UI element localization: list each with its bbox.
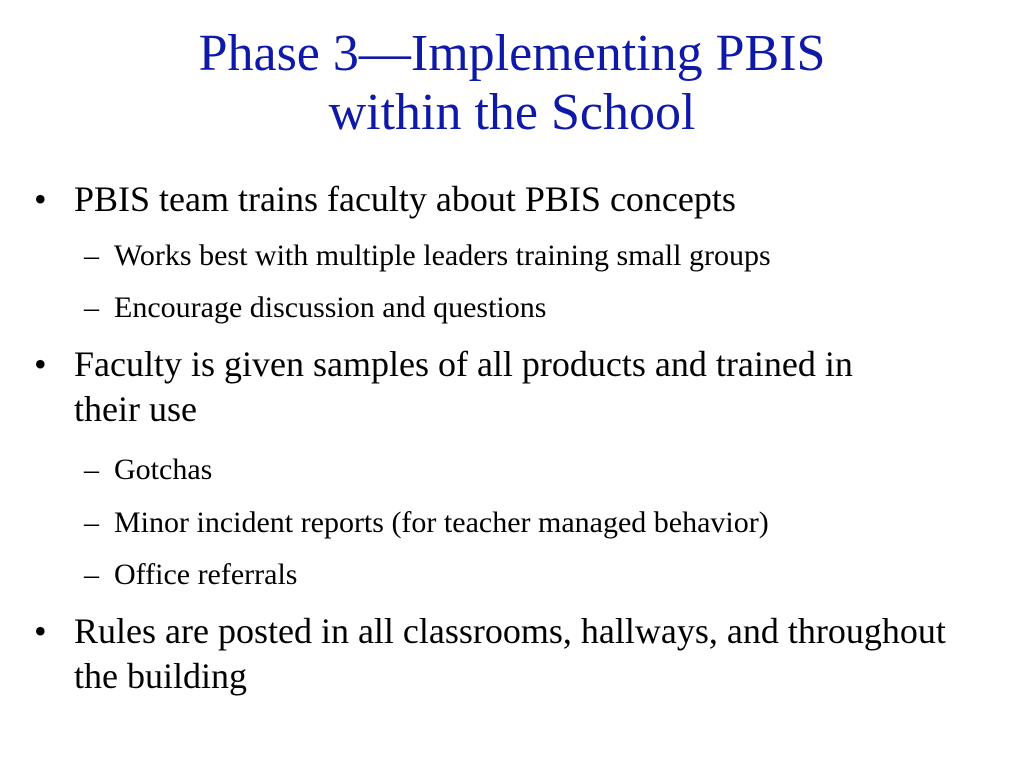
sub-bullet-marker: – [84,558,99,591]
sub-bullet-item [84,238,1004,274]
sub-bullet-marker: – [84,453,99,486]
bullet-text: Rules are posted in all classrooms, hallways, and throughout the building [74,611,946,696]
bullet-marker: • [34,344,47,384]
sub-bullet-text: Gotchas [114,453,213,486]
sub-bullet-marker: – [84,239,99,272]
slide-title [0,24,1024,142]
sub-bullet-text: Office referrals [114,558,298,591]
sub-bullet-item [84,290,1004,326]
sub-bullet-marker: – [84,291,99,324]
sub-bullet-item [84,452,1004,488]
slide-title-line-1: Phase 3—Implementing PBIS [198,25,826,82]
sub-bullet-item [84,557,1004,593]
bullet-marker: • [34,611,47,651]
bullet-marker: • [34,179,47,219]
bullet-text: Faculty is given samples of all products and trained in their use [74,344,853,429]
bullet-item [28,609,988,699]
sub-bullet-text: Minor incident reports (for teacher managed behavior) [114,506,769,539]
sub-bullet-text: Encourage discussion and questions [114,291,547,324]
bullet-text: PBIS team trains faculty about PBIS concepts [74,179,736,219]
bullet-item [28,342,908,432]
slide-title-line-2: within the School [328,84,696,141]
bullet-item [28,177,988,222]
sub-bullet-item [84,505,1004,541]
sub-bullet-marker: – [84,506,99,539]
sub-bullet-text: Works best with multiple leaders training small groups [114,239,771,272]
